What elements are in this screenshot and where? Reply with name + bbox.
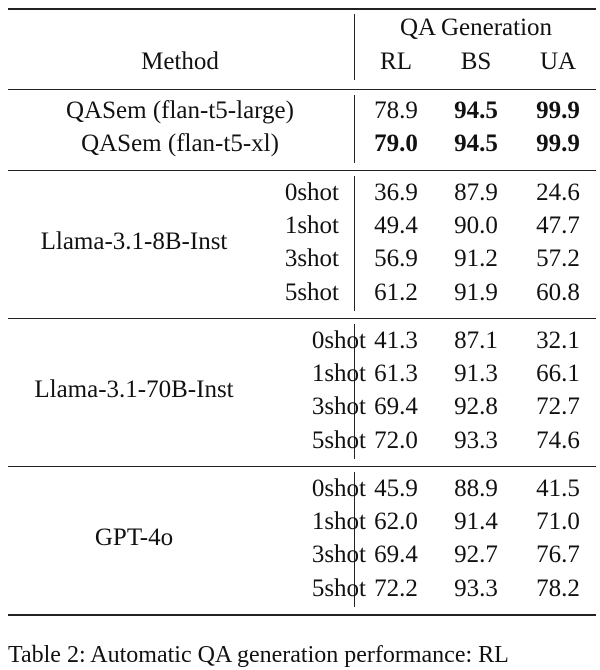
- cell-ua: 60.8: [536, 279, 580, 306]
- shot-cell: 1shot: [311, 508, 366, 535]
- cell-rl: 78.9: [374, 97, 418, 124]
- cell-rl: 72.2: [374, 575, 418, 602]
- cell-rl: 61.2: [374, 279, 418, 306]
- cell-rl: 49.4: [374, 212, 418, 239]
- table-top-rule: [8, 8, 596, 10]
- cell-bs: 87.9: [454, 179, 498, 206]
- method-cell: QASem (flan-t5-xl): [81, 130, 279, 157]
- cell-rl: 62.0: [374, 508, 418, 535]
- cell-rl: 79.0: [374, 130, 418, 157]
- shot-cell: 1shot: [284, 212, 339, 239]
- cell-bs: 87.1: [454, 327, 498, 354]
- cell-ua: 74.6: [536, 427, 580, 454]
- shot-cell: 5shot: [311, 575, 366, 602]
- cell-bs: 94.5: [454, 97, 498, 124]
- cell-ua: 32.1: [536, 327, 580, 354]
- cell-ua: 99.9: [536, 130, 580, 157]
- shot-cell: 3shot: [311, 393, 366, 420]
- cell-bs: 91.2: [454, 245, 498, 272]
- cell-bs: 93.3: [454, 575, 498, 602]
- table-bottom-rule: [8, 614, 596, 616]
- table-group-rule: [8, 466, 596, 467]
- cell-ua: 66.1: [536, 360, 580, 387]
- shot-cell: 3shot: [311, 541, 366, 568]
- table-caption: Table 2: Automatic QA generation performance: RL: [8, 642, 509, 668]
- shot-cell: 0shot: [311, 475, 366, 502]
- cell-rl: 41.3: [374, 327, 418, 354]
- cell-ua: 76.7: [536, 541, 580, 568]
- cell-ua: 99.9: [536, 97, 580, 124]
- cell-bs: 94.5: [454, 130, 498, 157]
- cell-bs: 92.8: [454, 393, 498, 420]
- cell-ua: 71.0: [536, 508, 580, 535]
- shot-cell: 5shot: [311, 427, 366, 454]
- cell-rl: 72.0: [374, 427, 418, 454]
- cell-ua: 78.2: [536, 575, 580, 602]
- shot-cell: 0shot: [311, 327, 366, 354]
- cell-rl: 69.4: [374, 393, 418, 420]
- header-col-ua: UA: [539, 48, 577, 75]
- cell-bs: 91.3: [454, 360, 498, 387]
- cell-bs: 88.9: [454, 475, 498, 502]
- cell-ua: 72.7: [536, 393, 580, 420]
- cell-rl: 56.9: [374, 245, 418, 272]
- cell-bs: 92.7: [454, 541, 498, 568]
- cell-rl: 69.4: [374, 541, 418, 568]
- cell-bs: 93.3: [454, 427, 498, 454]
- shot-cell: 3shot: [284, 245, 339, 272]
- cell-ua: 57.2: [536, 245, 580, 272]
- method-cell: GPT-4o: [94, 524, 174, 551]
- table-group-rule: [8, 170, 596, 171]
- cell-rl: 36.9: [374, 179, 418, 206]
- table-header-rule: [8, 89, 596, 90]
- method-cell: Llama-3.1-70B-Inst: [34, 376, 234, 403]
- shot-cell: 0shot: [284, 179, 339, 206]
- cell-bs: 91.4: [454, 508, 498, 535]
- header-group-label: QA Generation: [399, 14, 553, 41]
- header-col-rl: RL: [380, 48, 412, 75]
- method-cell: QASem (flan-t5-large): [66, 97, 294, 124]
- column-separator: [354, 14, 355, 80]
- header-col-bs: BS: [460, 48, 492, 75]
- cell-ua: 24.6: [536, 179, 580, 206]
- shot-cell: 5shot: [284, 279, 339, 306]
- method-cell: Llama-3.1-8B-Inst: [40, 228, 228, 255]
- cell-rl: 61.3: [374, 360, 418, 387]
- cell-ua: 41.5: [536, 475, 580, 502]
- cell-bs: 90.0: [454, 212, 498, 239]
- cell-ua: 47.7: [536, 212, 580, 239]
- table-group-rule: [8, 318, 596, 319]
- column-separator: [354, 95, 355, 163]
- cell-rl: 45.9: [374, 475, 418, 502]
- column-separator: [354, 176, 355, 311]
- shot-cell: 1shot: [311, 360, 366, 387]
- cell-bs: 91.9: [454, 279, 498, 306]
- header-method: Method: [141, 48, 219, 75]
